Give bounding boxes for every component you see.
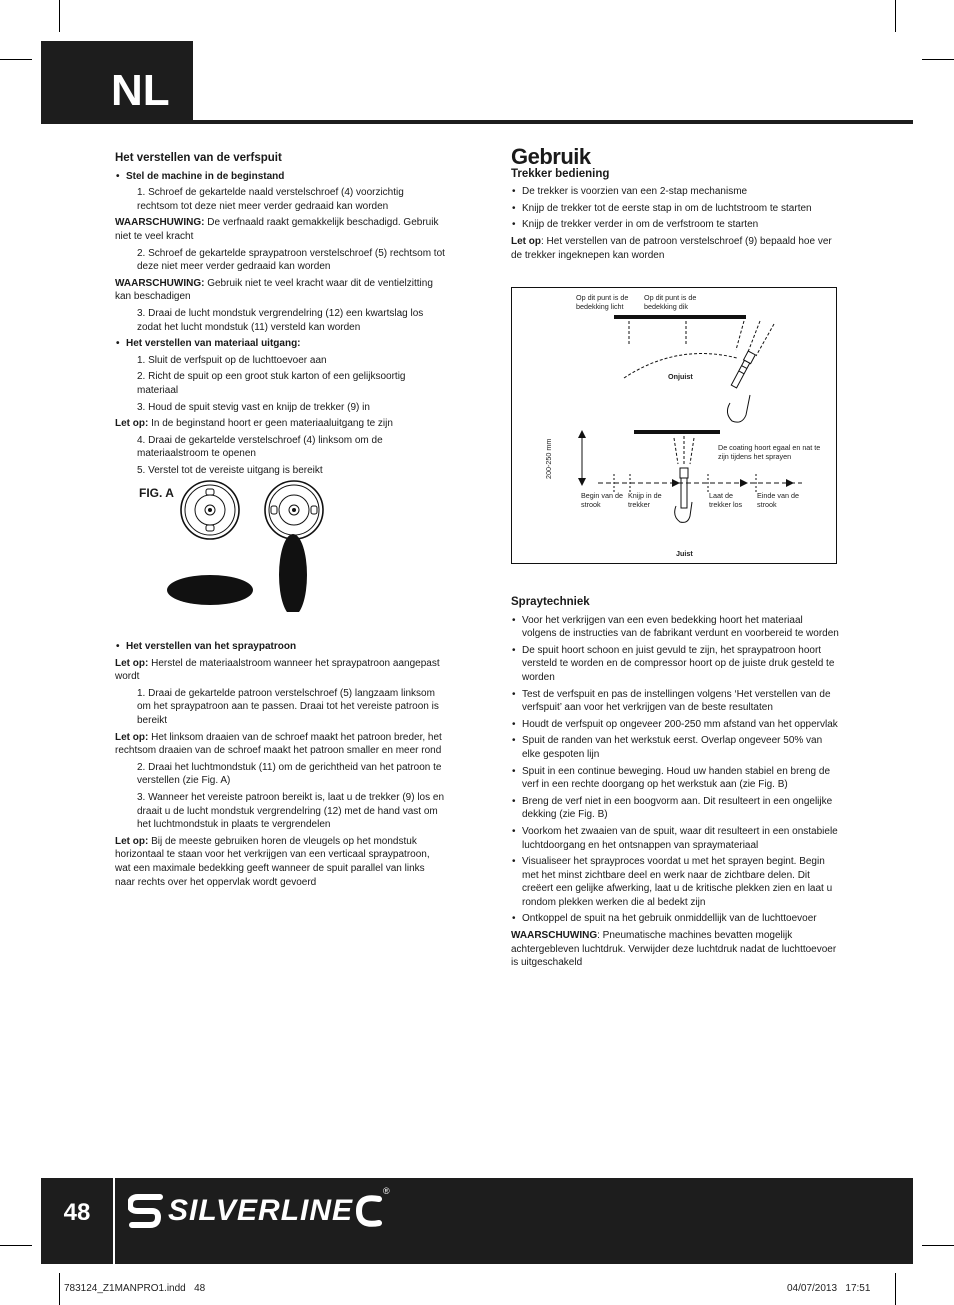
label-wrong: Onjuist [668, 372, 693, 381]
numbered-step: 2. Draai het luchtmondstuk (11) om de gerichtheid van het patroon te verstellen (zie Fig. A) [137, 761, 442, 787]
label-release-trigger: Laat de trekker los [709, 491, 743, 509]
bullet: • Spuit in een continue beweging. Houd uw handen stabiel en breng de verf in een rechte doorgang op het werkstuk aan (zie Fig. B) [511, 765, 839, 792]
date-slug: 04/07/2013 17:51 [787, 1283, 871, 1294]
registered-mark: ® [383, 1186, 390, 1196]
bullet: • Spuit de randen van het werkstuk eerst. Overlap ongeveer 50% van elke gespoten lijn [511, 734, 839, 761]
bullet: • Visualiseer het sprayproces voordat u met het sprayen begint. Begin met het minst zichtbare deel en werk naar de zichtbare delen. Dit creëert een gelijke afwerking, laat u de kritische plekken zien en laat u rondom plekken werken die al bedekt zijn [511, 855, 839, 909]
label-end-stroke: Einde van de strook [757, 491, 799, 509]
note: Let op: Herstel de materiaalstroom wanneer het spraypatroon aangepast wordt [115, 657, 440, 683]
bullet: • De trekker is voorzien van een 2-stap mechanisme [511, 185, 839, 199]
label-begin-stroke: Begin van de strook [581, 491, 623, 509]
numbered-step: 3. Draai de lucht mondstuk vergrendelring (12) een kwartslag los zodat het lucht mondstuk (11) versteld kan worden [137, 307, 424, 333]
bullet: • Breng de verf niet in een boogvorm aan. Dit resulteert in een ongelijke dekking (zie Fig. B) [511, 795, 839, 822]
crop-mark [922, 59, 954, 60]
label-distance: 200-250 mm [544, 438, 553, 479]
spray-technique-diagram [511, 287, 837, 564]
brand-logo [128, 1188, 390, 1234]
brand-wordmark: SILVERLINE [168, 1194, 354, 1227]
numbered-step: 3. Wanneer het vereiste patroon bereikt is, laat u de trekker (9) los en draait u de lucht mondstuk vergrendelring (12) met de hand vast om het luchtmondstuk in plaats te vergrendelen [137, 791, 445, 831]
numbered-step: 1. Schroef de gekartelde naald verstelschroef (4) voorzichtig rechtsom tot deze niet meer verder gedraaid kan worden [137, 187, 404, 212]
bullet: • Knijp de trekker tot de eerste stap in om de luchtstroom te starten [511, 202, 839, 216]
note: Let op: Het verstellen van de patroon verstelschroef (9) bepaald hoe ver de trekker ingeknepen kan worden [511, 235, 832, 261]
warning: WAARSCHUWING: Pneumatische machines bevatten mogelijk achtergebleven luchtdruk. Verwijder deze luchtdruk nadat de luchttoevoer is uitgeschakeld [511, 930, 837, 969]
label-press-trigger: Knijp in de trekker [628, 491, 662, 509]
bullet: • Stel de machine in de beginstand [115, 170, 445, 184]
warning: WAARSCHUWING: De verfnaald raakt gemakkelijk beschadigd. Gebruik niet te veel kracht [115, 217, 439, 242]
right-column-lower [511, 596, 839, 973]
diagram-drawing [512, 288, 838, 565]
spray-pattern-vertical [279, 534, 307, 612]
section-title: Spraytechniek [511, 596, 590, 608]
numbered-step: 2. Schroef de gekartelde spraypatroon verstelschroef (5) rechtsom tot deze niet meer verder gedraaid kan worden [137, 247, 445, 273]
bullet: • Voor het verkrijgen van een even bedekking hoort het materiaal volgens de instructies van de fabrikant verdunt en voorbereid te worden [511, 614, 839, 641]
bullet: • Test de verfspuit en pas de instellingen volgens ‘Het verstellen van de verfspuit’ aan voor het verkrijgen van de beste resultaten [511, 688, 839, 715]
crop-mark [0, 59, 32, 60]
bullet: • Houdt de verfspuit op ongeveer 200-250 mm afstand van het oppervlak [511, 718, 839, 732]
bullet: • Knijp de trekker verder in om de verfstroom te starten [511, 218, 839, 232]
fig-a-label: FIG. A [139, 486, 174, 500]
spray-pattern-horizontal [167, 575, 253, 605]
air-cap-horizontal [181, 481, 239, 539]
warning: WAARSCHUWING: Gebruik niet te veel kracht waar dit de ventielzitting kan beschadigen [115, 277, 433, 303]
fig-a-illustration [160, 462, 360, 612]
bullet: • Voorkom het zwaaien van de spuit, waar dit resulteert in een onstabiele luchtdoorgang en het ontsnappen van spraymateriaal [511, 825, 839, 852]
crop-mark [0, 1245, 32, 1246]
numbered-step: 4. Draai de gekartelde verstelschroef (4) linksom om de materiaalstroom te openen [137, 434, 383, 460]
crop-mark [59, 0, 60, 32]
section-title: Trekker bediening [511, 167, 610, 180]
right-column [511, 144, 839, 265]
brand-mark-left-icon [128, 1191, 164, 1231]
numbered-step: 5. Verstel tot de vereiste uitgang is bereikt [137, 464, 323, 476]
numbered-step: 1. Draai de gekartelde patroon verstelschroef (5) langzaam linksom om het spraypatroon aan te passen. Draai tot het vereiste patroon is bereikt [137, 687, 439, 726]
crop-mark [59, 1273, 60, 1305]
page-number: 48 [41, 1178, 115, 1264]
numbered-step: 2. Richt de spuit op een groot stuk karton of een gelijksoortig materiaal [137, 371, 406, 396]
section-title: Het verstellen van de verfspuit [115, 152, 282, 164]
crop-mark [895, 1273, 896, 1305]
language-tab: NL [41, 41, 193, 123]
label-thick-coverage: Op dit punt is de bedekking dik [644, 293, 697, 311]
header-rule [41, 120, 913, 124]
crop-mark [922, 1245, 954, 1246]
note: Let op: In de beginstand hoort er geen materiaaluitgang te zijn [115, 418, 393, 430]
label-right: Juist [676, 549, 693, 558]
label-coating: De coating hoort egaal en nat te zijn tijdens het sprayen [718, 443, 821, 461]
file-slug: 783124_Z1MANPRO1.indd 48 [64, 1283, 206, 1294]
left-column [115, 152, 445, 480]
note: Let op: Bij de meeste gebruiken horen de vleugels op het mondstuk horizontaal te staan voor het verkrijgen van een verticaal spraypatroon, wat een maximale bedekking geeft wanneer de spuit parallel van links naar rechts over het oppervlak wordt gevoerd [115, 835, 430, 888]
numbered-step: 3. Houd de spuit stevig vast en knijp de trekker (9) in [137, 401, 370, 413]
brand-mark-right-icon [353, 1191, 383, 1231]
numbered-step: 1. Sluit de verfspuit op de luchttoevoer aan [137, 354, 327, 366]
bullet: • Ontkoppel de spuit na het gebruik onmiddellijk van de luchttoevoer [511, 912, 839, 926]
page-heading: Gebruik [511, 144, 591, 169]
note: Let op: Het linksom draaien van de schroef maakt het patroon breder, het rechtsom draaien van de schroef maakt het patroon smaller en meer rond [115, 731, 442, 757]
bullet: • De spuit hoort schoon en juist gevuld te zijn, het spraypatroon hoort versteld te worden en de compressor hoort op de juiste druk gesteld te worden [511, 644, 839, 685]
left-column-lower [115, 640, 445, 892]
air-cap-vertical [265, 481, 323, 539]
bullet: • Het verstellen van materiaal uitgang: [115, 337, 445, 351]
bullet: • Het verstellen van het spraypatroon [115, 640, 445, 654]
label-light-coverage: Op dit punt is de bedekking licht [576, 293, 629, 311]
crop-mark [895, 0, 896, 32]
